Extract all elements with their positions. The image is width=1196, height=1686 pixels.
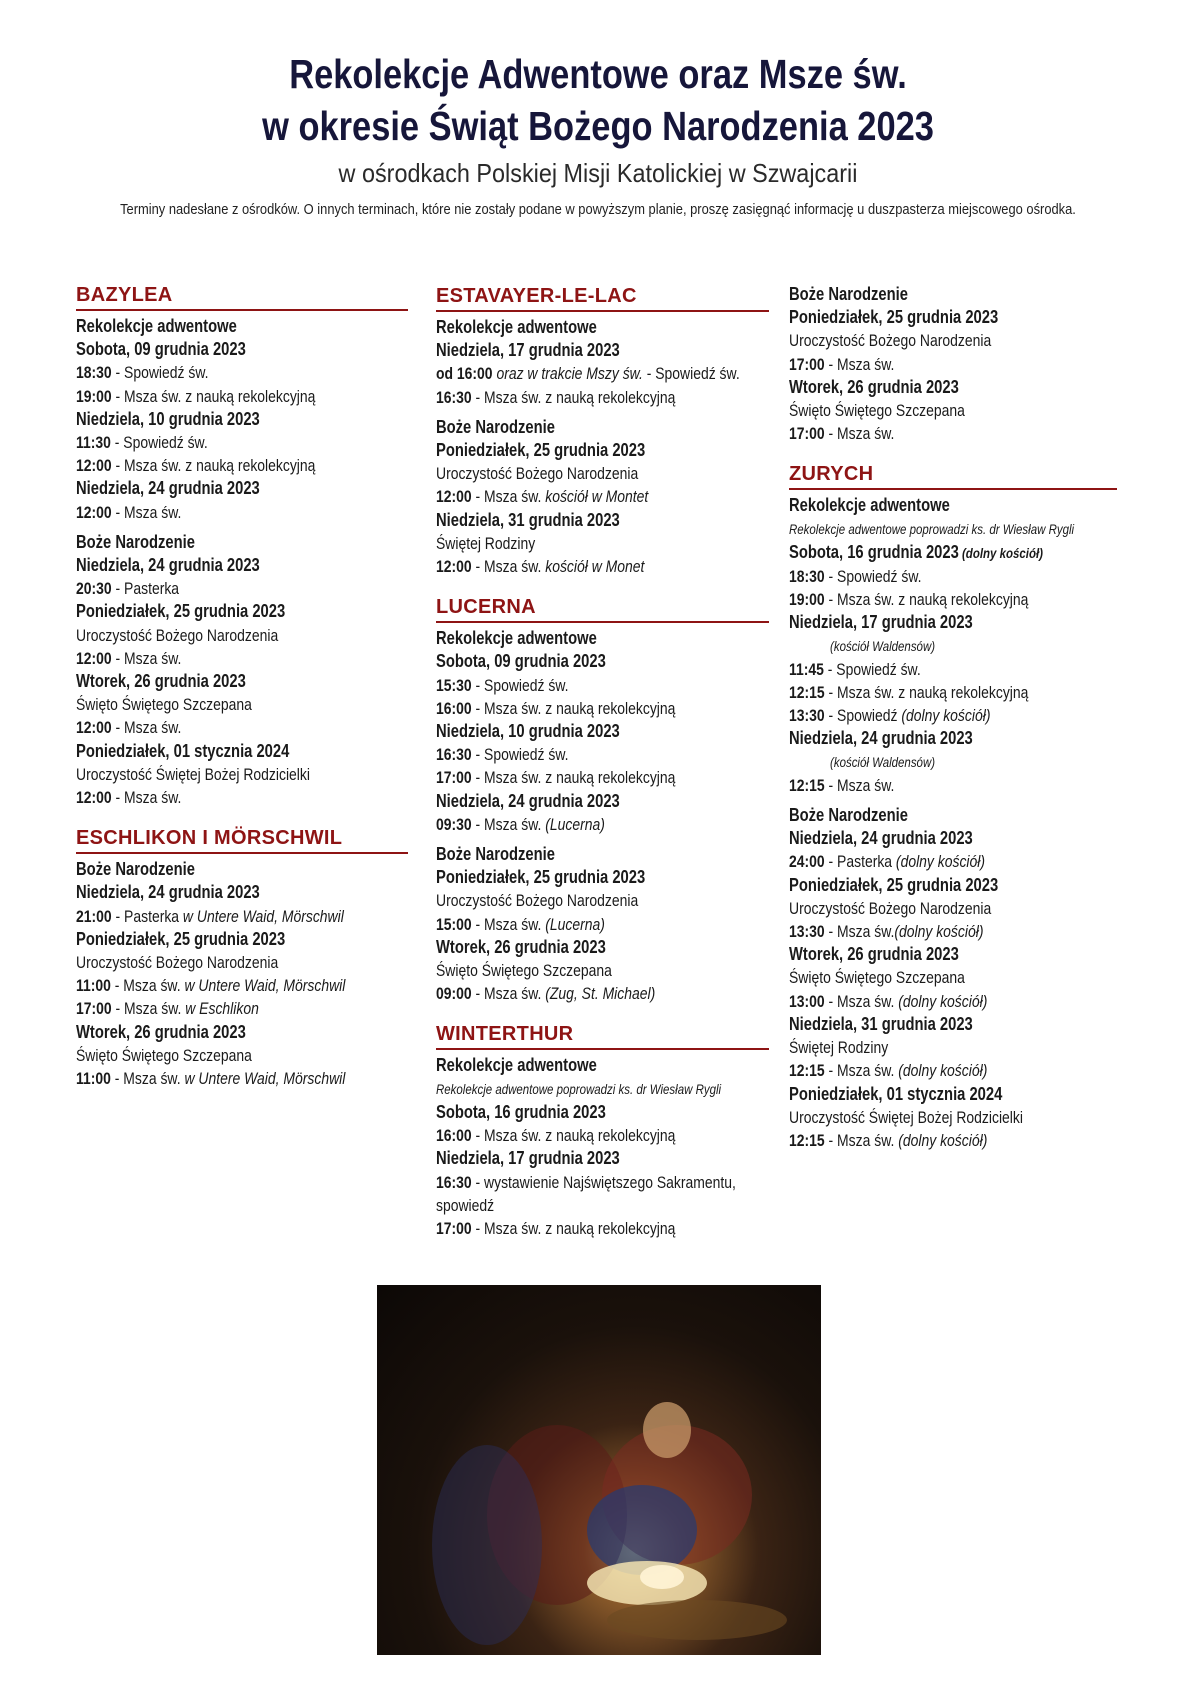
page-title: Rekolekcje Adwentowe oraz Msze św.: [289, 51, 907, 97]
event-time: 09:30: [436, 814, 472, 834]
event-line: [789, 850, 1117, 873]
event-text: - Msza św. z nauką rekolekcyjną: [824, 590, 1029, 610]
event-line: [789, 1129, 1117, 1152]
date-text: Niedziela, 31 grudnia 2023: [789, 1013, 973, 1034]
event-line: [76, 361, 408, 384]
event-text: - Msza św.: [824, 991, 899, 1011]
event-line: [436, 743, 769, 766]
event-text: - Msza św.: [110, 976, 185, 996]
date-heading: [76, 1021, 408, 1044]
feast-name: Świętej Rodziny: [436, 533, 536, 553]
schedule-section: [436, 283, 769, 578]
date-heading: [76, 408, 408, 431]
event-line: [76, 786, 408, 809]
event-line: [76, 647, 408, 670]
date-heading: [436, 936, 769, 959]
event-time: 16:00: [436, 698, 472, 718]
event-line: [436, 1124, 769, 1147]
event-line: [436, 766, 769, 789]
schedule-section: [436, 594, 769, 1005]
event-text: - Pasterka: [111, 579, 180, 599]
date-heading: [436, 720, 769, 743]
event-text: - Msza św.: [111, 999, 186, 1019]
event-time: 19:00: [789, 590, 825, 610]
schedule-column-1: [76, 282, 408, 1106]
event-text: - Msza św.: [111, 648, 182, 668]
event-time: 13:30: [789, 922, 825, 942]
event-line: [789, 1059, 1117, 1082]
date-heading: [76, 740, 408, 763]
date-heading: [789, 541, 1117, 565]
event-line: [789, 920, 1117, 943]
event-line: [436, 362, 769, 385]
feast-name: Uroczystość Bożego Narodzenia: [76, 953, 279, 973]
event-time: 12:00: [436, 557, 472, 577]
event-time: 16:30: [436, 1172, 472, 1192]
event-text: - Msza św.: [824, 922, 895, 942]
event-location: w Untere Waid, Mörschwil: [182, 906, 344, 926]
event-time: 12:00: [76, 718, 112, 738]
spacer: [436, 836, 769, 843]
date-text: Wtorek, 26 grudnia 2023: [436, 936, 606, 957]
feast-name: Uroczystość Świętej Bożej Rodzicielki: [789, 1107, 1023, 1127]
event-text: - Pasterka: [824, 852, 896, 872]
event-text: - Msza św. z nauką rekolekcyjną: [111, 456, 316, 476]
date-heading: [76, 881, 408, 904]
feast-name: Uroczystość Bożego Narodzenia: [789, 898, 992, 918]
event-line: [436, 485, 769, 508]
date-heading: [76, 338, 408, 361]
event-line: [789, 565, 1117, 588]
event-time: 12:00: [76, 456, 112, 476]
group-heading: Boże Narodzenie: [436, 844, 555, 865]
date-text: Niedziela, 24 grudnia 2023: [789, 728, 973, 749]
city-heading: WINTERTHUR: [436, 1021, 769, 1050]
event-time: 15:00: [436, 914, 472, 934]
date-heading: [76, 477, 408, 500]
event-time: 16:30: [436, 387, 472, 407]
event-text: - Msza św.: [824, 1061, 899, 1081]
event-time: 18:30: [789, 567, 825, 587]
event-text: - Msza św.: [471, 557, 546, 577]
event-text: - Spowiedź św.: [824, 567, 922, 587]
date-text: Sobota, 09 grudnia 2023: [76, 339, 246, 360]
event-text: - Msza św. z nauką rekolekcyjną: [471, 1218, 676, 1238]
date-heading: [789, 1083, 1117, 1106]
event-text: - Msza św. z nauką rekolekcyjną: [471, 1126, 676, 1146]
event-line: [789, 353, 1117, 376]
event-time: 16:00: [436, 1126, 472, 1146]
event-time: 12:00: [76, 502, 112, 522]
schedule-section: [76, 825, 408, 1090]
retreat-note: Rekolekcje adwentowe poprowadzi ks. dr Wiesław Rygli: [789, 520, 1075, 537]
event-time: 12:15: [789, 775, 825, 795]
date-text: Niedziela, 10 grudnia 2023: [436, 721, 620, 742]
city-heading: ZURYCH: [789, 461, 1117, 490]
event-text: - Msza św.: [111, 502, 182, 522]
event-location: (Lucerna): [545, 814, 605, 834]
date-heading: [436, 650, 769, 673]
date-text: Poniedziałek, 25 grudnia 2023: [436, 867, 646, 888]
date-heading: [789, 874, 1117, 897]
event-line: [789, 588, 1117, 611]
feast-name: Uroczystość Bożego Narodzenia: [76, 625, 279, 645]
event-time: 09:00: [436, 984, 472, 1004]
group-heading: Rekolekcje adwentowe: [436, 317, 597, 337]
date-heading: [76, 670, 408, 693]
event-time: od 16:00: [436, 364, 493, 384]
schedule-column-3: [789, 283, 1117, 1168]
event-line: [789, 704, 1117, 727]
date-text: Poniedziałek, 25 grudnia 2023: [436, 440, 646, 461]
retreat-note: Rekolekcje adwentowe poprowadzi ks. dr Wiesław Rygli: [436, 1080, 722, 1097]
date-text: Sobota, 16 grudnia 2023: [436, 1101, 606, 1122]
event-text: - Msza św. z nauką rekolekcyjną: [471, 698, 676, 718]
event-line: [789, 990, 1117, 1013]
nativity-scene-image: [377, 1285, 821, 1655]
event-line: [436, 1171, 769, 1194]
event-text: - Spowiedź św.: [471, 675, 569, 695]
date-text: Wtorek, 26 grudnia 2023: [789, 944, 959, 965]
date-text: Poniedziałek, 25 grudnia 2023: [76, 601, 286, 622]
event-location: w Untere Waid, Mörschwil: [184, 976, 346, 996]
event-text: - Msza św.: [471, 814, 546, 834]
event-line: [436, 386, 769, 409]
event-time: 17:00: [436, 1218, 472, 1238]
event-time: 17:00: [436, 768, 472, 788]
date-heading: [789, 376, 1117, 399]
event-time: 11:00: [76, 976, 111, 996]
event-time: 20:30: [76, 579, 112, 599]
event-time: 12:00: [76, 788, 112, 808]
event-text: - Msza św. z nauką rekolekcyjną: [471, 768, 676, 788]
date-heading: [789, 611, 1117, 634]
page-header: [0, 48, 1196, 218]
event-time: 11:30: [76, 433, 111, 453]
event-time: 15:30: [436, 675, 472, 695]
date-text: Niedziela, 24 grudnia 2023: [76, 882, 260, 903]
event-line: [76, 974, 408, 997]
date-text: Poniedziałek, 25 grudnia 2023: [789, 874, 999, 895]
event-time: 17:00: [76, 999, 112, 1019]
feast-name: Uroczystość Świętej Bożej Rodzicielki: [76, 764, 310, 784]
event-line: [76, 385, 408, 408]
date-text: Wtorek, 26 grudnia 2023: [789, 376, 959, 397]
spacer: [76, 524, 408, 531]
event-time: 12:00: [76, 648, 112, 668]
event-line: [76, 454, 408, 477]
info-note: Terminy nadesłane z ośrodków. O innych terminach, które nie zostały podane w powyższym planie, proszę zasięgnąć informację u duszpasterza miejscowego ośrodka.: [120, 201, 1076, 218]
event-line: [789, 774, 1117, 797]
event-time: 21:00: [76, 906, 112, 926]
group-heading: Boże Narodzenie: [436, 416, 555, 437]
group-heading: Rekolekcje adwentowe: [436, 1055, 597, 1076]
date-heading: [436, 1101, 769, 1124]
event-location: (dolny kościół): [901, 706, 991, 726]
date-heading: [789, 943, 1117, 966]
event-line: [436, 1217, 769, 1240]
date-heading: [789, 306, 1117, 329]
date-note: (dolny kościół): [958, 544, 1043, 561]
feast-name: Uroczystość Bożego Narodzenia: [436, 891, 639, 911]
event-location: (dolny kościół): [898, 1130, 988, 1150]
event-location: kościół w Monet: [545, 557, 645, 577]
event-location: (dolny kościół): [894, 922, 984, 942]
city-heading: ESCHLIKON I MÖRSCHWIL: [76, 825, 408, 854]
schedule-section: [789, 461, 1117, 1152]
event-text: - Msza św.: [111, 718, 182, 738]
date-heading: [436, 509, 769, 532]
event-line: [76, 905, 408, 928]
event-location: (Lucerna): [545, 914, 605, 934]
page-title-line2: w okresie Świąt Bożego Narodzenia 2023: [262, 103, 934, 149]
event-text: - Msza św.: [824, 424, 895, 444]
location-note: (kościół Waldensów): [830, 753, 936, 770]
event-time: 12:00: [436, 487, 472, 507]
event-time: 19:00: [76, 386, 112, 406]
location-note: (kościół Waldensów): [830, 637, 936, 654]
date-text: Niedziela, 24 grudnia 2023: [76, 555, 260, 576]
event-line: [436, 913, 769, 936]
date-text: Niedziela, 24 grudnia 2023: [789, 828, 973, 849]
event-text: - Msza św.: [471, 487, 546, 507]
spacer: [789, 797, 1117, 804]
date-text: Niedziela, 24 grudnia 2023: [76, 478, 260, 499]
feast-name: Świętej Rodziny: [789, 1038, 889, 1058]
event-line: [436, 555, 769, 578]
date-heading: [436, 1147, 769, 1170]
page-subtitle: w ośrodkach Polskiej Misji Katolickiej w Szwajcarii: [338, 158, 858, 188]
event-time: 17:00: [789, 354, 825, 374]
date-heading: [436, 790, 769, 813]
event-text: - Msza św.: [824, 775, 895, 795]
event-location: kościół w Montet: [545, 487, 649, 507]
group-heading: Boże Narodzenie: [789, 805, 908, 826]
event-time: 11:00: [76, 1069, 111, 1089]
event-time: 13:30: [789, 706, 825, 726]
date-text: Niedziela, 31 grudnia 2023: [436, 509, 620, 530]
event-text: - Spowiedź św.: [823, 659, 921, 679]
schedule-section: [76, 282, 408, 809]
date-text: Niedziela, 10 grudnia 2023: [76, 408, 260, 429]
event-time: 12:15: [789, 1130, 825, 1150]
date-heading: [436, 866, 769, 889]
event-location: (dolny kościół): [895, 852, 986, 872]
event-line: [789, 422, 1117, 445]
group-heading: Boże Narodzenie: [789, 284, 908, 304]
event-line: [436, 697, 769, 720]
event-text: - Msza św.: [824, 354, 895, 374]
date-text: Niedziela, 17 grudnia 2023: [436, 1148, 620, 1169]
event-text: - Pasterka: [111, 906, 183, 926]
date-heading: [789, 727, 1117, 750]
city-heading: BAZYLEA: [76, 282, 408, 311]
date-heading: [76, 554, 408, 577]
date-text: Niedziela, 24 grudnia 2023: [436, 790, 620, 811]
date-text: Sobota, 09 grudnia 2023: [436, 651, 606, 672]
spacer: [436, 409, 769, 416]
date-text: Poniedziałek, 25 grudnia 2023: [789, 307, 999, 328]
event-time: 12:15: [789, 683, 825, 703]
date-text: Niedziela, 17 grudnia 2023: [436, 340, 620, 361]
group-heading: Rekolekcje adwentowe: [76, 316, 237, 336]
group-heading: Rekolekcje adwentowe: [436, 628, 597, 649]
event-line: [436, 982, 769, 1005]
feast-name: Uroczystość Bożego Narodzenia: [789, 331, 992, 351]
date-text: Niedziela, 17 grudnia 2023: [789, 612, 973, 633]
group-heading: Boże Narodzenie: [76, 859, 195, 880]
event-text: - Msza św.: [824, 1130, 899, 1150]
feast-name: Święto Świętego Szczepana: [789, 401, 965, 421]
schedule-section: [789, 283, 1117, 445]
event-time: 18:30: [76, 363, 112, 383]
date-text: Sobota, 16 grudnia 2023: [789, 541, 959, 562]
event-time: 13:00: [789, 991, 825, 1011]
event-time: 12:15: [789, 1061, 825, 1081]
event-text: - Spowiedź św.: [111, 363, 209, 383]
event-text: - wystawienie Najświętszego Sakramentu,: [471, 1172, 736, 1192]
event-text: - Spowiedź św.: [642, 364, 740, 384]
event-line: [789, 681, 1117, 704]
feast-name: Święto Świętego Szczepana: [789, 968, 965, 988]
event-line: [76, 997, 408, 1020]
group-heading: Rekolekcje adwentowe: [789, 495, 950, 516]
feast-name: Święto Świętego Szczepana: [76, 1045, 252, 1065]
event-text: - Msza św. z nauką rekolekcyjną: [111, 386, 316, 406]
event-time: 24:00: [789, 852, 825, 872]
event-line: [789, 658, 1117, 681]
date-text: Poniedziałek, 01 stycznia 2024: [76, 740, 290, 761]
event-line: [76, 501, 408, 524]
event-text: - Msza św. z nauką rekolekcyjną: [471, 387, 676, 407]
event-location: (dolny kościół): [898, 1061, 988, 1081]
date-heading: [789, 1013, 1117, 1036]
date-heading: [789, 827, 1117, 850]
event-text: - Msza św.: [110, 1069, 185, 1089]
event-line: [76, 577, 408, 600]
event-location: w Untere Waid, Mörschwil: [184, 1069, 346, 1089]
feast-name: spowiedź: [436, 1195, 495, 1215]
event-line: [76, 431, 408, 454]
event-line: [436, 674, 769, 697]
schedule-section: [436, 1021, 769, 1240]
date-text: Poniedziałek, 25 grudnia 2023: [76, 928, 286, 949]
event-time: 11:45: [789, 659, 824, 679]
date-heading: [76, 600, 408, 623]
city-heading: LUCERNA: [436, 594, 769, 623]
event-location: w Eschlikon: [185, 999, 259, 1019]
event-location: (dolny kościół): [898, 991, 988, 1011]
event-line: [76, 716, 408, 739]
event-line: [76, 1067, 408, 1090]
event-text: - Spowiedź: [824, 706, 902, 726]
event-text: - Spowiedź św.: [110, 433, 208, 453]
event-text: - Spowiedź św.: [471, 745, 569, 765]
feast-name: Uroczystość Bożego Narodzenia: [436, 464, 639, 484]
event-time: 16:30: [436, 745, 472, 765]
event-text: - Msza św. z nauką rekolekcyjną: [824, 683, 1029, 703]
event-location: oraz w trakcie Mszy św.: [492, 364, 643, 384]
date-text: Wtorek, 26 grudnia 2023: [76, 671, 246, 692]
event-text: - Msza św.: [111, 788, 182, 808]
group-heading: Boże Narodzenie: [76, 531, 195, 552]
feast-name: Święto Świętego Szczepana: [436, 961, 612, 981]
event-time: 17:00: [789, 424, 825, 444]
date-heading: [436, 339, 769, 362]
date-text: Poniedziałek, 01 stycznia 2024: [789, 1083, 1003, 1104]
event-text: - Msza św.: [471, 914, 546, 934]
date-text: Wtorek, 26 grudnia 2023: [76, 1021, 246, 1042]
schedule-column-2: [436, 283, 769, 1256]
event-location: (Zug, St. Michael): [545, 984, 656, 1004]
event-line: [436, 813, 769, 836]
feast-name: Święto Świętego Szczepana: [76, 695, 252, 715]
nativity-painting: [377, 1285, 821, 1655]
city-heading: ESTAVAYER-LE-LAC: [436, 283, 769, 312]
date-heading: [436, 439, 769, 462]
event-text: - Msza św.: [471, 984, 546, 1004]
date-heading: [76, 928, 408, 951]
